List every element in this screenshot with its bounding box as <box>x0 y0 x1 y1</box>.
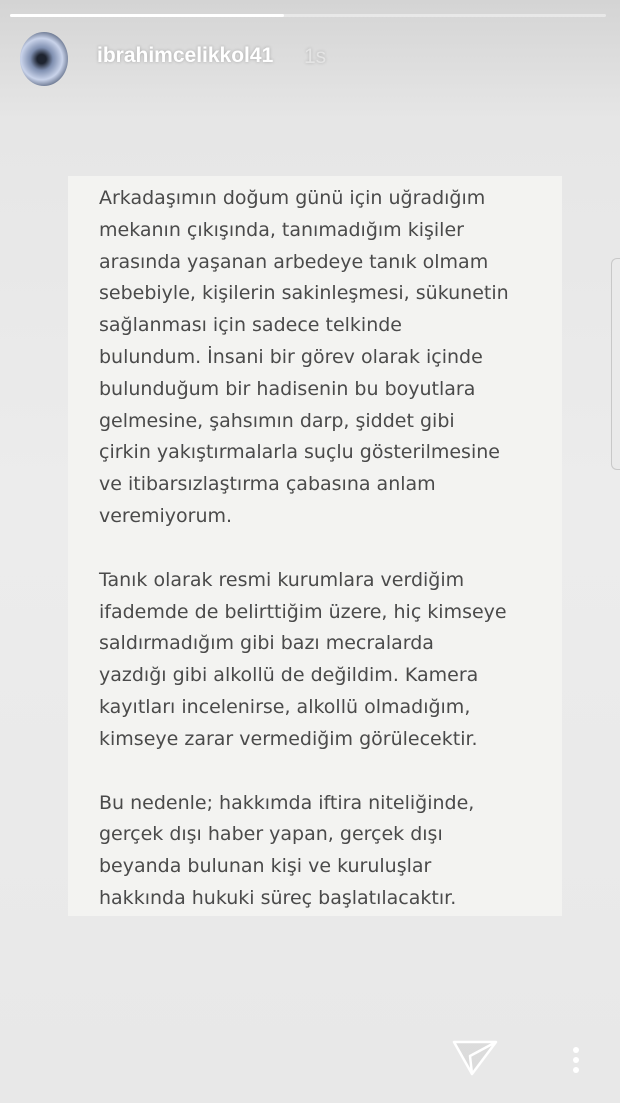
text-line: bulundum. İnsani bir görev olarak içinde <box>99 345 483 368</box>
text-line: Bu nedenle; hakkımda iftira niteliğinde, <box>99 791 475 814</box>
text-line: Tanık olarak resmi kurumlara verdiğim <box>99 568 465 591</box>
paragraph <box>99 565 569 756</box>
text-line: Arkadaşımın doğum günü için uğradığım <box>99 187 486 209</box>
username[interactable]: ibrahimcelikkol41 <box>97 44 274 67</box>
statement-text <box>99 183 569 915</box>
paragraph <box>99 788 569 915</box>
text-line: arasında yaşanan arbedeye tanık olmam <box>99 250 489 273</box>
text-line: mekanın çıkışında, tanımadığım kişiler <box>99 218 464 241</box>
text-line: veremiyorum. <box>99 504 233 527</box>
paragraph-gap <box>99 756 569 788</box>
text-line: hakkında hukuki süreç başlatılacaktır. <box>99 886 457 909</box>
paragraph <box>99 183 569 533</box>
text-line: gerçek dışı haber yapan, gerçek dışı <box>99 823 443 846</box>
story-progress-fill <box>10 14 284 17</box>
text-line: kayıtları incelenirse, alkollü olmadığım, <box>99 695 471 718</box>
paper-plane-icon[interactable] <box>452 1040 498 1076</box>
text-line: çirkin yakıştırmalarla suçlu gösterilmesine <box>99 441 500 464</box>
text-line: ifademde de belirttiğim üzere, hiç kimseye <box>99 600 507 623</box>
post-time: 1s <box>304 45 327 68</box>
text-line: gelmesine, şahsımın darp, şiddet gibi <box>99 409 455 432</box>
text-line: sebebiyle, kişilerin sakinleşmesi, sükunetin <box>99 282 509 305</box>
paragraph-gap <box>99 533 569 565</box>
story-progress-bar <box>10 14 606 17</box>
more-vertical-icon[interactable] <box>573 1047 579 1077</box>
text-line: sağlanması için sadece telkinde <box>99 314 402 337</box>
text-line: saldırmadığım gibi bazı mecralarda <box>99 632 434 655</box>
text-line: ve itibarsızlaştırma çabasına anlam <box>99 473 436 496</box>
text-line: beyanda bulunan kişi ve kuruluşlar <box>99 855 432 878</box>
text-line: yazdığı gibi alkollü de değildim. Kamera <box>99 664 479 687</box>
text-line: bulunduğum bir hadisenin bu boyutlara <box>99 377 476 400</box>
text-line: kimseye zarar vermediğim görülecektir. <box>99 727 478 750</box>
edge-panel-handle[interactable] <box>611 258 620 470</box>
avatar[interactable] <box>20 32 68 86</box>
